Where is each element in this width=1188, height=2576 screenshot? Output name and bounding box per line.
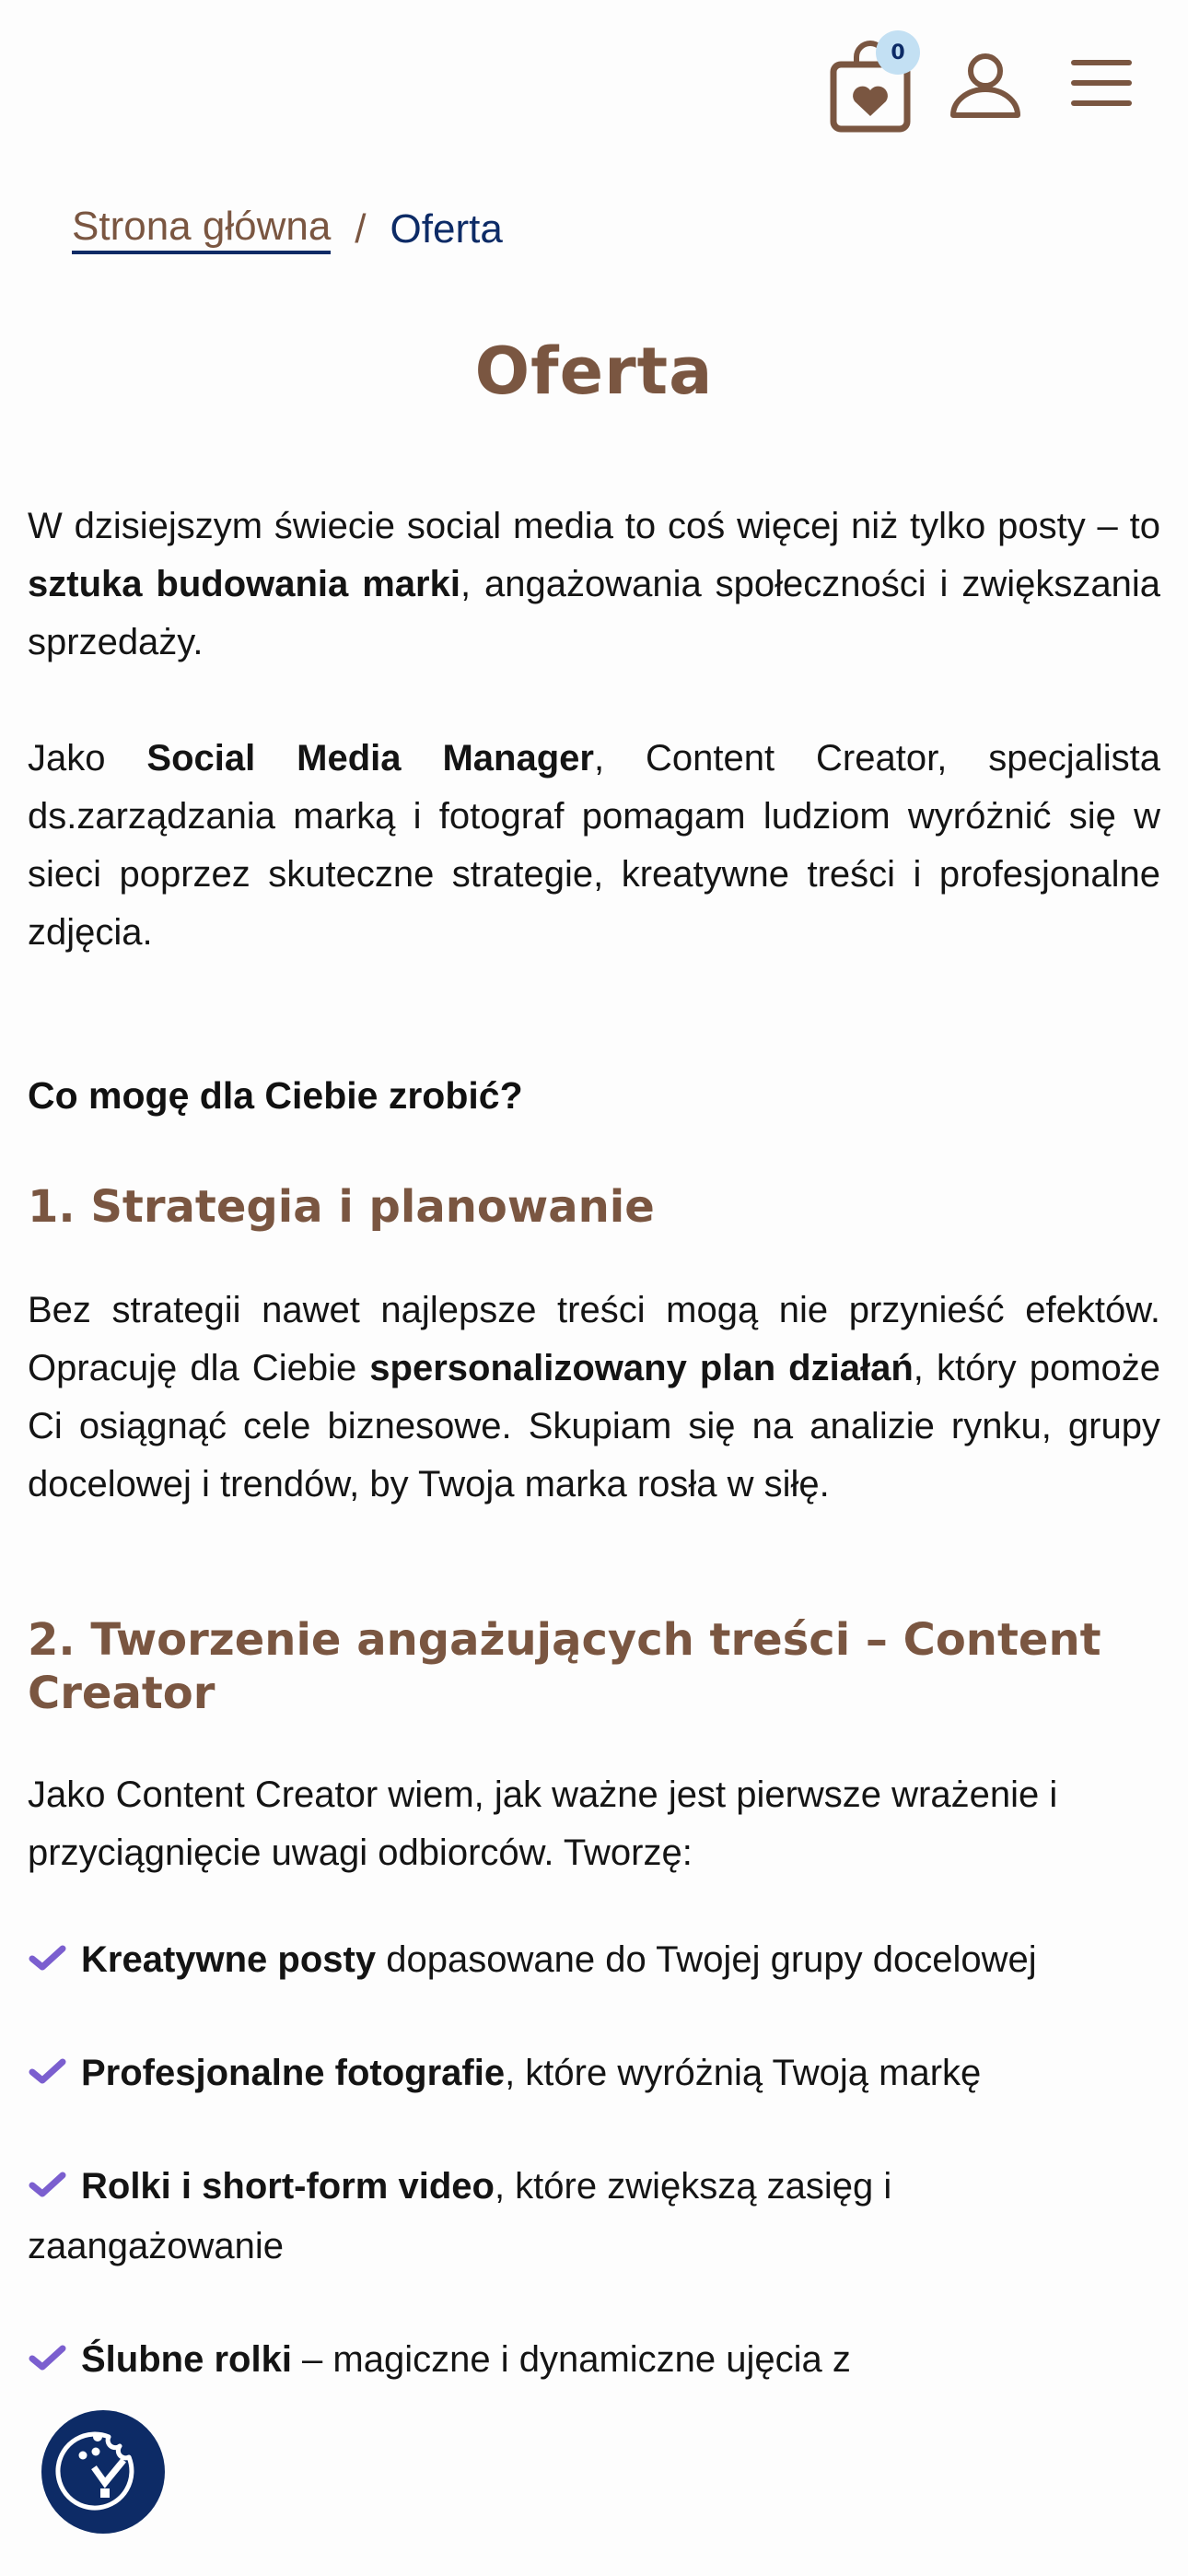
account-icon — [949, 51, 1022, 124]
text: , które wyróżnią Twoją markę — [505, 2053, 982, 2093]
cookie-consent-icon — [55, 2424, 151, 2520]
list-item — [28, 2330, 1160, 2390]
bold-text: Social Media Manager — [146, 738, 594, 779]
account-button[interactable] — [949, 51, 1022, 124]
text: – magiczne i dynamiczne ujęcia z — [291, 2339, 851, 2380]
intro-paragraph-1 — [28, 498, 1160, 672]
strategy-paragraph — [28, 1282, 1160, 1514]
text: , który pomoże Ci osiągnąć cele biznesowe. Skupiam się na analizie rynku, grupy docelowej i trendów, by Twoja marka rosła w siłę. — [28, 1348, 1161, 1505]
bold-text: Rolki i short-form video — [81, 2166, 495, 2207]
text: Bez strategii nawet najlepsze treści mogą nie przynieść efektów. Opracuję dla Ciebie — [28, 1290, 1160, 1388]
breadcrumb-separator: / — [355, 206, 367, 252]
section-heading-strategy: 1. Strategia i planowanie — [28, 1181, 655, 1233]
section-heading-content-creator: 2. Tworzenie angażujących treści – Content Creator — [28, 1614, 1101, 1719]
breadcrumb-current: Oferta — [390, 206, 503, 252]
check-icon — [28, 2344, 68, 2371]
breadcrumb-home-link[interactable]: Strona główna — [72, 205, 331, 254]
list-item — [28, 2157, 1077, 2277]
bold-text: Kreatywne posty — [81, 1939, 377, 1980]
intro-paragraph-2 — [28, 730, 1160, 962]
question-heading: Co mogę dla Ciebie zrobić? — [28, 1074, 523, 1117]
bold-text: Ślubne rolki — [81, 2339, 292, 2380]
check-icon — [28, 2057, 68, 2085]
check-icon — [28, 2171, 68, 2198]
bold-text: Profesjonalne fotografie — [81, 2053, 506, 2093]
main-content — [28, 498, 1160, 2390]
bold-text: sztuka budowania marki — [28, 564, 460, 604]
hamburger-menu-button[interactable] — [1068, 55, 1135, 111]
site-header — [0, 0, 1188, 157]
content-creator-paragraph: Jako Content Creator wiem, jak ważne jest pierwsze wrażenie i przyciągnięcie uwagi odbiorców. Tworzę: — [28, 1774, 1058, 1873]
list-item — [28, 1930, 1059, 1990]
breadcrumb — [72, 205, 503, 254]
services-list — [28, 1930, 1160, 2390]
cookie-consent-button[interactable] — [41, 2410, 165, 2534]
text: , Content Creator, specjalista ds.zarządzania marką i fotograf pomagam ludziom wyróżnić się w sieci poprzez skuteczne strategie, kreatywne treści i profesjonalne zdjęcia. — [28, 738, 1160, 953]
hamburger-menu-icon — [1068, 55, 1135, 111]
check-icon — [28, 1944, 68, 1972]
page-title: Oferta — [474, 334, 714, 409]
cart-count-badge: 0 — [876, 30, 920, 75]
text: Jako — [28, 738, 147, 779]
text: , angażowania społeczności i zwiększania sprzedaży. — [28, 564, 1161, 662]
list-item — [28, 2043, 1160, 2103]
bold-text: spersonalizowany plan działań — [369, 1348, 914, 1388]
text: dopasowane do Twojej grupy docelowej — [376, 1939, 1037, 1980]
text: W dzisiejszym świecie social media to coś więcej niż tylko posty – to — [28, 506, 1160, 546]
text: , które zwiększą zasięg i zaangażowanie — [28, 2166, 892, 2266]
